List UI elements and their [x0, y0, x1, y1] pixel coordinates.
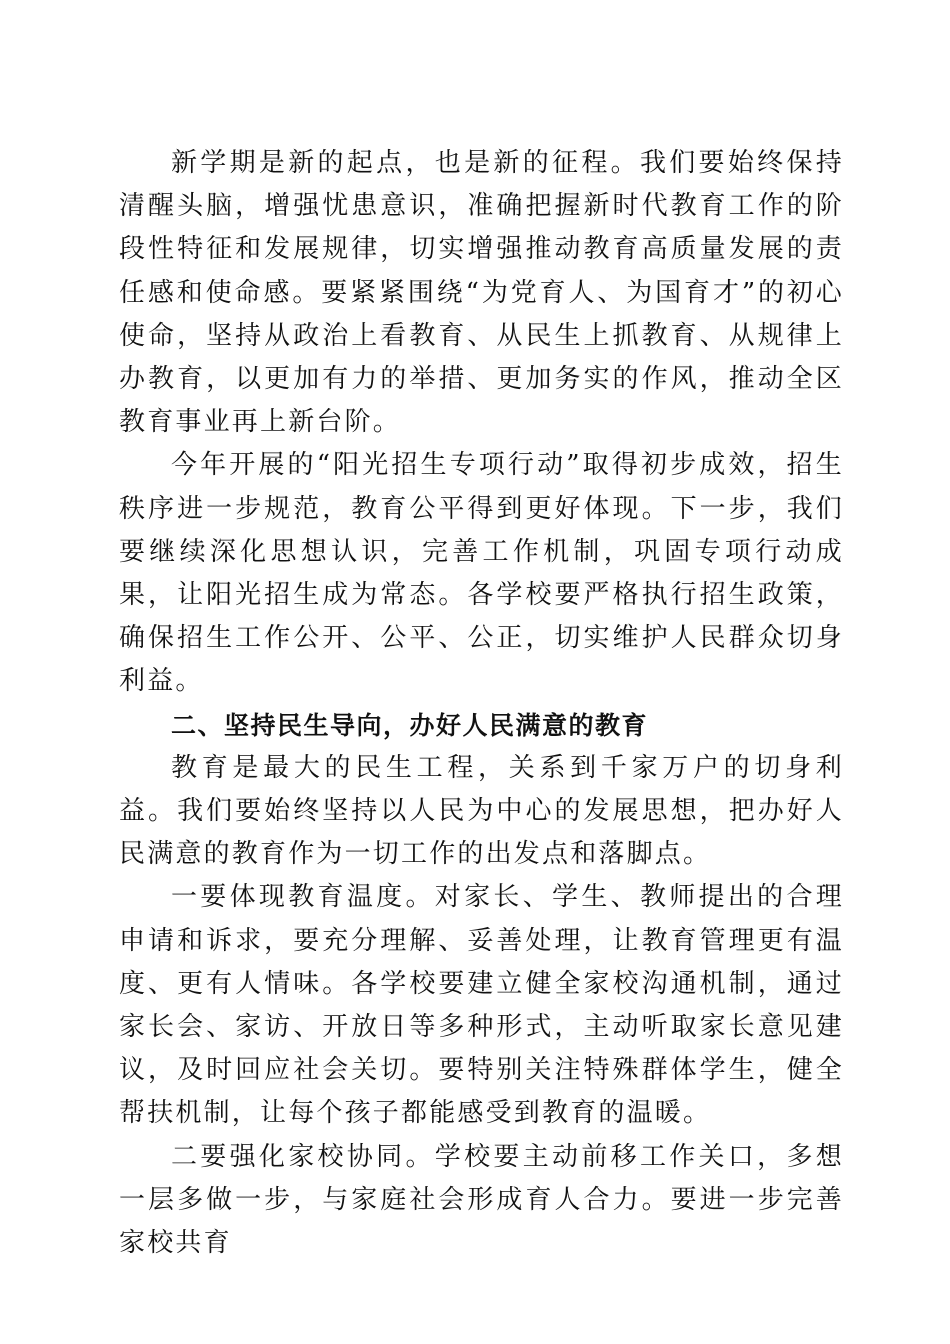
- paragraph-sunshine-enrollment: 今年开展的“阳光招生专项行动”取得初步成效，招生秩序进一步规范，教育公平得到更好体现。下一步，我们要继续深化思想认识，完善工作机制，巩固专项行动成果，让阳光招生成为常态。各学校要严格执行招生政策，确保招生工作公开、公平、公正，切实维护人民群众切身利益。: [119, 450, 844, 697]
- document-body: [119, 142, 844, 1265]
- paragraph-education-livelihood: 教育是最大的民生工程，关系到千家万户的切身利益。我们要始终坚持以人民为中心的发展思想，把办好人民满意的教育作为一切工作的出发点和落脚点。: [119, 752, 844, 870]
- paragraph-education-warmth: 一要体现教育温度。对家长、学生、教师提出的合理申请和诉求，要充分理解、妥善处理，让教育管理更有温度、更有人情味。各学校要建立健全家校沟通机制，通过家长会、家访、开放日等多种形式，主动听取家长意见建议，及时回应社会关切。要特别关注特殊群体学生，健全帮扶机制，让每个孩子都能感受到教育的温暖。: [119, 882, 844, 1129]
- section-heading-livelihood: 二、坚持民生导向，办好人民满意的教育: [171, 710, 649, 740]
- paragraph-new-semester: 新学期是新的起点，也是新的征程。我们要始终保持清醒头脑，增强忧患意识，准确把握新时代教育工作的阶段性特征和发展规律，切实增强推动教育高质量发展的责任感和使命感。要紧紧围绕“为党育人、为国育才”的初心使命，坚持从政治上看教育、从民生上抓教育、从规律上办教育，以更加有力的举措、更加务实的作风，推动全区教育事业再上新台阶。: [119, 148, 844, 438]
- paragraph-home-school-collaboration: 二要强化家校协同。学校要主动前移工作关口，多想一层多做一步，与家庭社会形成育人合力。要进一步完善家校共育: [119, 1141, 844, 1259]
